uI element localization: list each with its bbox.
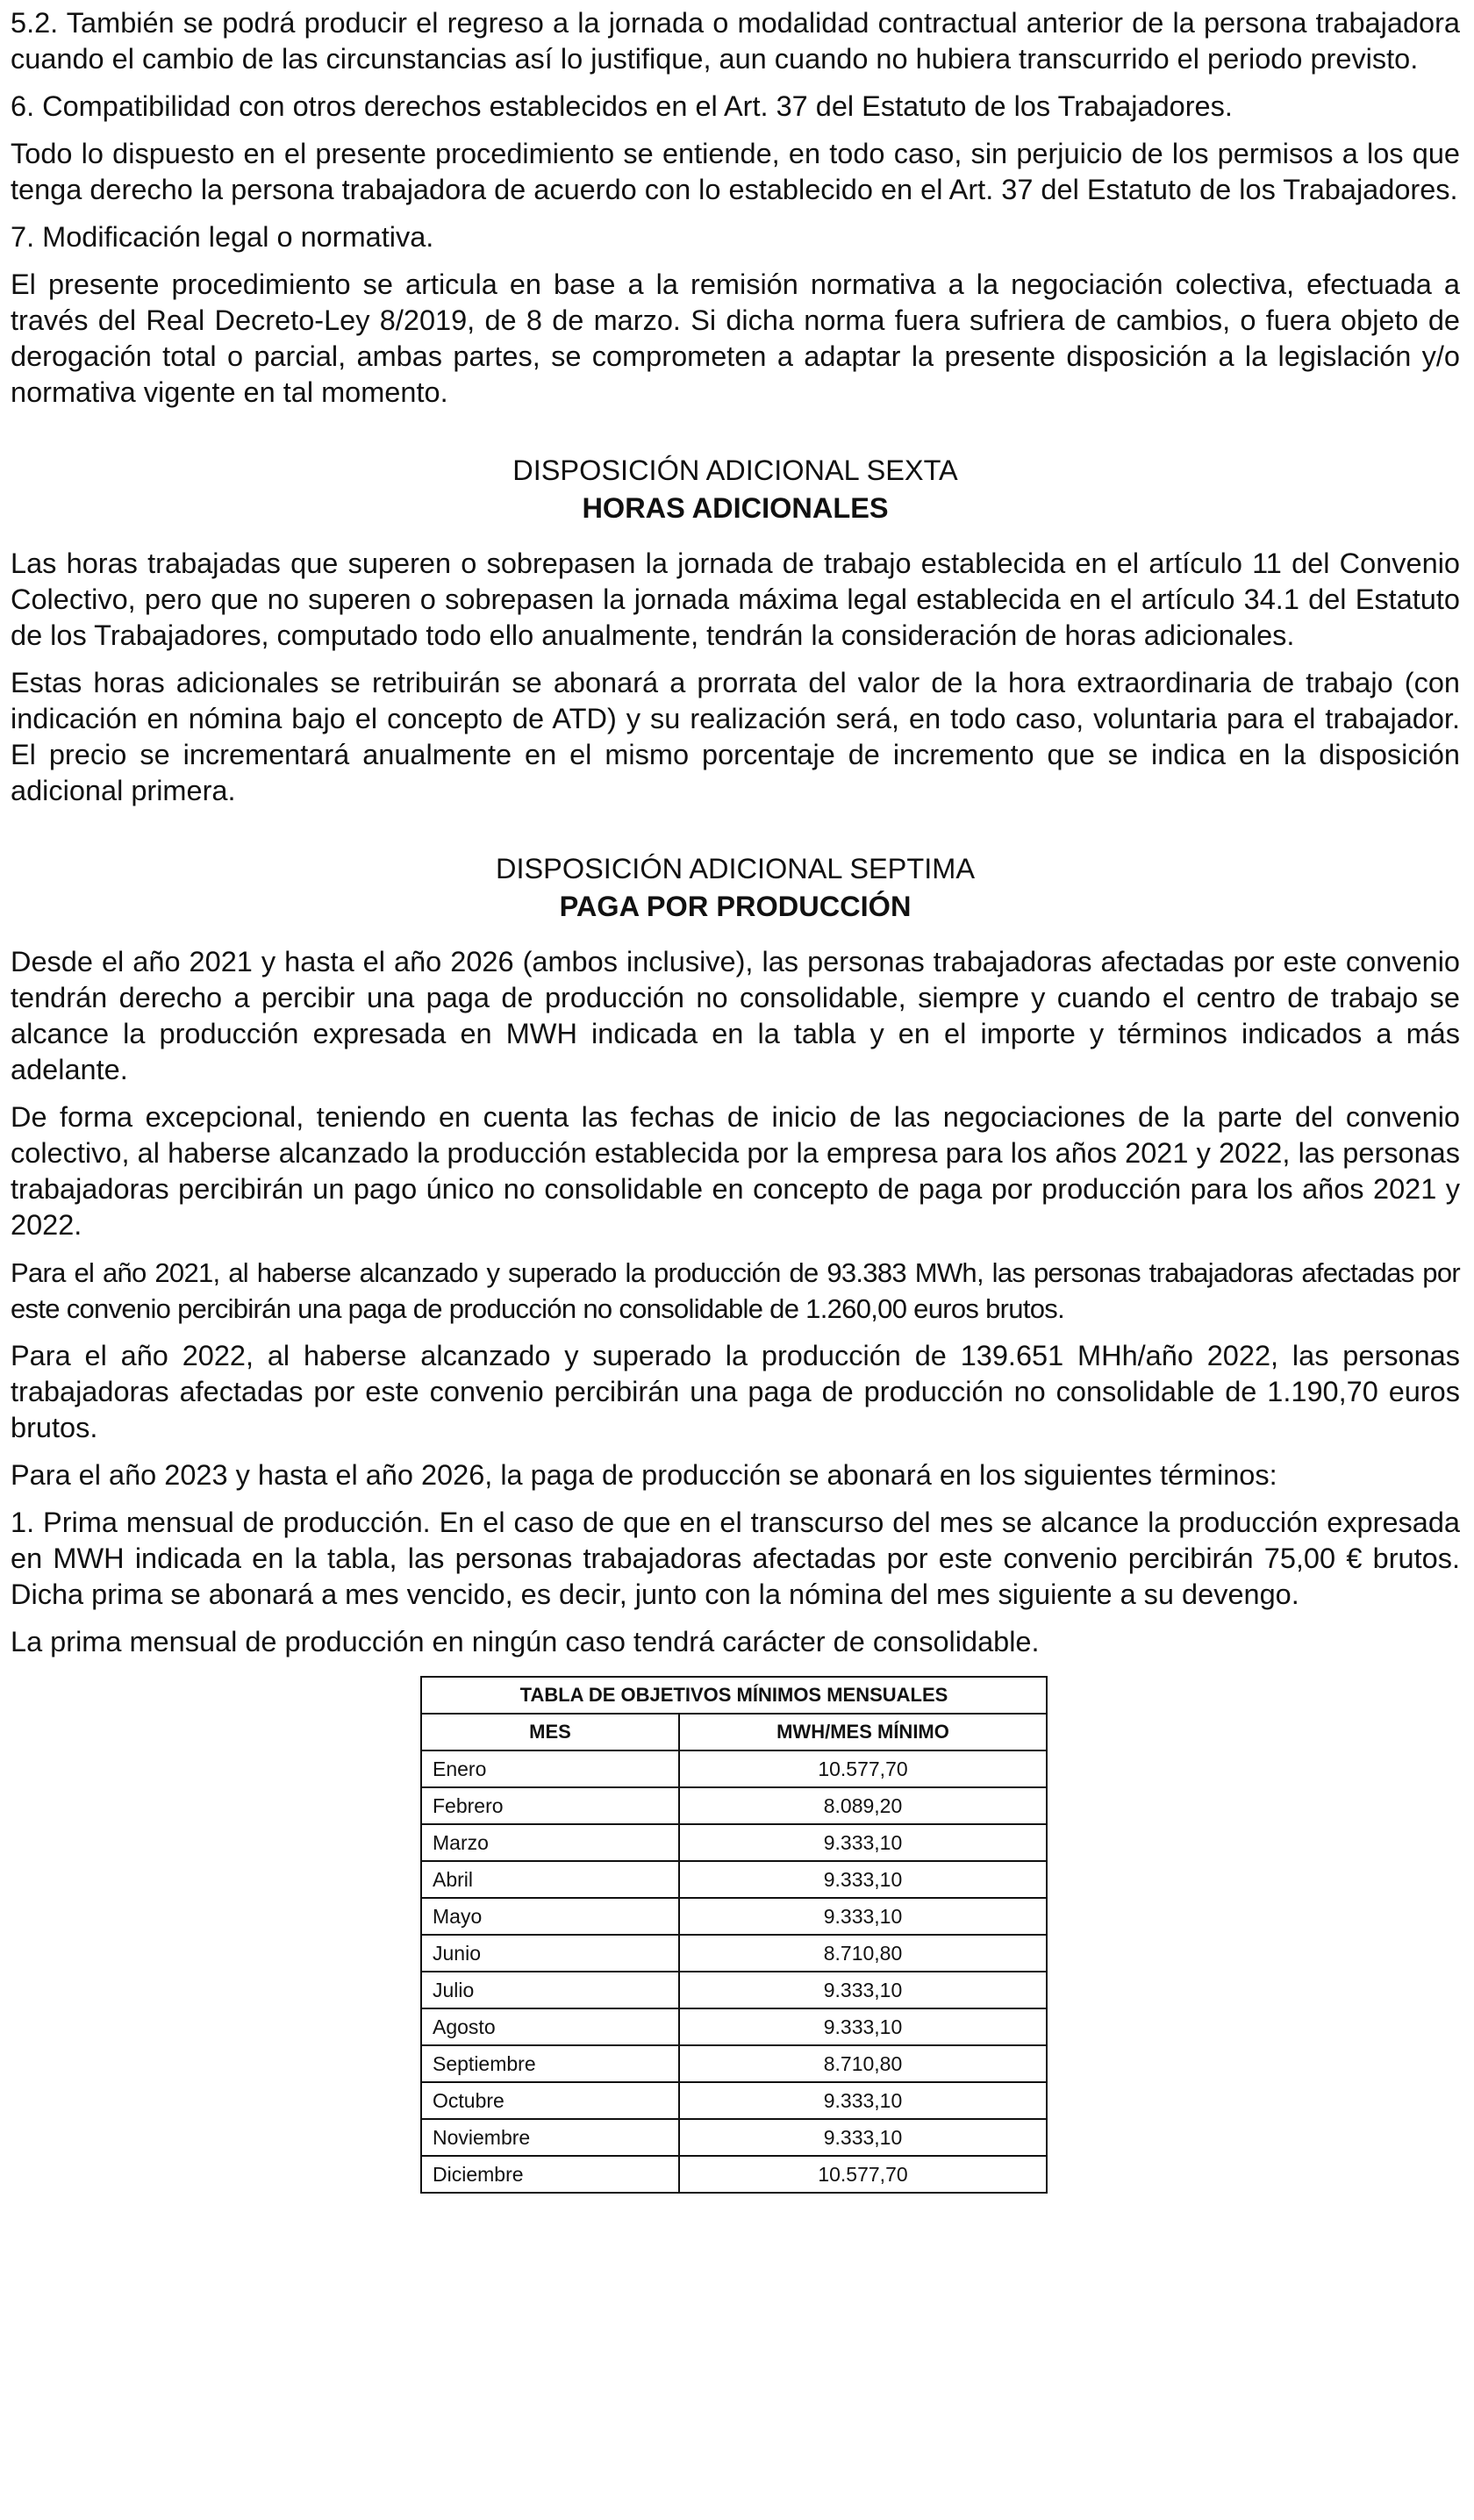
table-row xyxy=(421,1898,1047,1935)
septima-paragraph-3: Para el año 2021, al haberse alcanzado y superado la producción de 93.383 MWh, las personas trabajadoras afectadas por este convenio percibirán una paga de producción no consolidable de 1.260,00 euros brutos. xyxy=(11,1257,1460,1324)
sexta-paragraph-1: Las horas trabajadas que superen o sobrepasen la jornada de trabajo establecida en el artículo 11 del Convenio Colectivo, pero que no superen o sobrepasen la jornada máxima legal establecida en el artículo 34.1 del Estatuto de los Trabajadores, computado todo ello anualmente, tendrán la consideración de horas adicionales. xyxy=(11,548,1460,651)
month-cell: Octubre xyxy=(421,2082,679,2119)
mwh-cell: 9.333,10 xyxy=(679,1972,1047,2008)
table-row xyxy=(421,2156,1047,2193)
mwh-cell: 9.333,10 xyxy=(679,2082,1047,2119)
mwh-cell: 10.577,70 xyxy=(679,1750,1047,1787)
month-cell: Abril xyxy=(421,1861,679,1898)
mwh-cell: 9.333,10 xyxy=(679,2119,1047,2156)
mwh-cell: 8.089,20 xyxy=(679,1787,1047,1824)
sexta-title: HORAS ADICIONALES xyxy=(582,492,889,524)
mwh-cell: 8.710,80 xyxy=(679,2045,1047,2082)
table-row xyxy=(421,1972,1047,2008)
objectives-table-wrapper xyxy=(420,1676,1048,2194)
month-cell: Marzo xyxy=(421,1824,679,1861)
septima-subheading: DISPOSICIÓN ADICIONAL SEPTIMA xyxy=(496,853,975,884)
section-5-2-paragraph: 5.2. También se podrá producir el regreso a la jornada o modalidad contractual anterior de la persona trabajadora cuando el cambio de las circunstancias así lo justifique, aun cuando no hubiera transcurrido el periodo previsto. xyxy=(11,7,1460,75)
table-row xyxy=(421,2045,1047,2082)
sexta-subheading: DISPOSICIÓN ADICIONAL SEXTA xyxy=(512,455,958,486)
table-row xyxy=(421,1787,1047,1824)
septima-title: PAGA POR PRODUCCIÓN xyxy=(559,891,912,922)
month-cell: Agosto xyxy=(421,2008,679,2045)
table-row xyxy=(421,2008,1047,2045)
month-cell: Septiembre xyxy=(421,2045,679,2082)
month-cell: Diciembre xyxy=(421,2156,679,2193)
month-cell: Noviembre xyxy=(421,2119,679,2156)
table-title: TABLA DE OBJETIVOS MÍNIMOS MENSUALES xyxy=(421,1677,1047,1714)
septima-paragraph-5: Para el año 2023 y hasta el año 2026, la paga de producción se abonará en los siguientes términos: xyxy=(11,1459,1277,1491)
column-header-mes: MES xyxy=(421,1714,679,1750)
month-cell: Junio xyxy=(421,1935,679,1972)
document-page xyxy=(11,5,1460,2194)
month-cell: Julio xyxy=(421,1972,679,2008)
table-row xyxy=(421,2119,1047,2156)
sexta-paragraph-2: Estas horas adicionales se retribuirán se abonará a prorrata del valor de la hora extraordinaria de trabajo (con indicación en nómina bajo el concepto de ATD) y su realización será, en todo caso, voluntaria para el trabajador. El precio se incrementará anualmente en el mismo porcentaje de incremento que se indica en la disposición adicional primera. xyxy=(11,667,1460,806)
mwh-cell: 10.577,70 xyxy=(679,2156,1047,2193)
septima-paragraph-6: 1. Prima mensual de producción. En el caso de que en el transcurso del mes se alcance la producción expresada en MWH indicada en la tabla, las personas trabajadoras afectadas por este convenio percibirán 75,00 € brutos. Dicha prima se abonará a mes vencido, es decir, junto con la nómina del mes siguiente a su devengo. xyxy=(11,1507,1460,1610)
mwh-cell: 9.333,10 xyxy=(679,2008,1047,2045)
section-6-paragraph: Todo lo dispuesto en el presente procedimiento se entiende, en todo caso, sin perjuicio de los permisos a los que tenga derecho la persona trabajadora de acuerdo con lo establecido en el Art. 37 del Estatuto de los Trabajadores. xyxy=(11,138,1460,205)
table-row xyxy=(421,1861,1047,1898)
month-cell: Febrero xyxy=(421,1787,679,1824)
table-row xyxy=(421,1935,1047,1972)
section-7-heading: 7. Modificación legal o normativa. xyxy=(11,221,434,253)
month-cell: Mayo xyxy=(421,1898,679,1935)
mwh-cell: 8.710,80 xyxy=(679,1935,1047,1972)
section-7-paragraph: El presente procedimiento se articula en base a la remisión normativa a la negociación colectiva, efectuada a través del Real Decreto-Ley 8/2019, de 8 de marzo. Si dicha norma fuera sufriera de cambios, o fuera objeto de derogación total o parcial, ambas partes, se comprometen a adaptar la presente disposición a la legislación y/o normativa vigente en tal momento. xyxy=(11,268,1460,408)
section-6-heading: 6. Compatibilidad con otros derechos establecidos en el Art. 37 del Estatuto de los Trabajadores. xyxy=(11,90,1233,122)
table-header-row xyxy=(421,1714,1047,1750)
table-title-row xyxy=(421,1677,1047,1714)
objectives-table xyxy=(420,1676,1048,2194)
mwh-cell: 9.333,10 xyxy=(679,1861,1047,1898)
table-row xyxy=(421,1750,1047,1787)
septima-paragraph-1: Desde el año 2021 y hasta el año 2026 (ambos inclusive), las personas trabajadoras afectadas por este convenio tendrán derecho a percibir una paga de producción no consolidable, siempre y cuando el centro de trabajo se alcance la producción expresada en MWH indicada en la tabla y en el importe y términos indicados a más adelante. xyxy=(11,946,1460,1085)
table-row xyxy=(421,1824,1047,1861)
mwh-cell: 9.333,10 xyxy=(679,1824,1047,1861)
month-cell: Enero xyxy=(421,1750,679,1787)
mwh-cell: 9.333,10 xyxy=(679,1898,1047,1935)
septima-paragraph-4: Para el año 2022, al haberse alcanzado y superado la producción de 139.651 MHh/año 2022, las personas trabajadoras afectadas por este convenio percibirán una paga de producción no consolidable de 1.190,70 euros brutos. xyxy=(11,1340,1460,1443)
septima-paragraph-2: De forma excepcional, teniendo en cuenta las fechas de inicio de las negociaciones de la parte del convenio colectivo, al haberse alcanzado la producción establecida por la empresa para los años 2021 y 2022, las personas trabajadoras percibirán un pago único no consolidable en concepto de paga por producción para los años 2021 y 2022. xyxy=(11,1101,1460,1241)
table-row xyxy=(421,2082,1047,2119)
septima-paragraph-7: La prima mensual de producción en ningún caso tendrá carácter de consolidable. xyxy=(11,1626,1040,1657)
column-header-mwh: MWH/MES MÍNIMO xyxy=(679,1714,1047,1750)
